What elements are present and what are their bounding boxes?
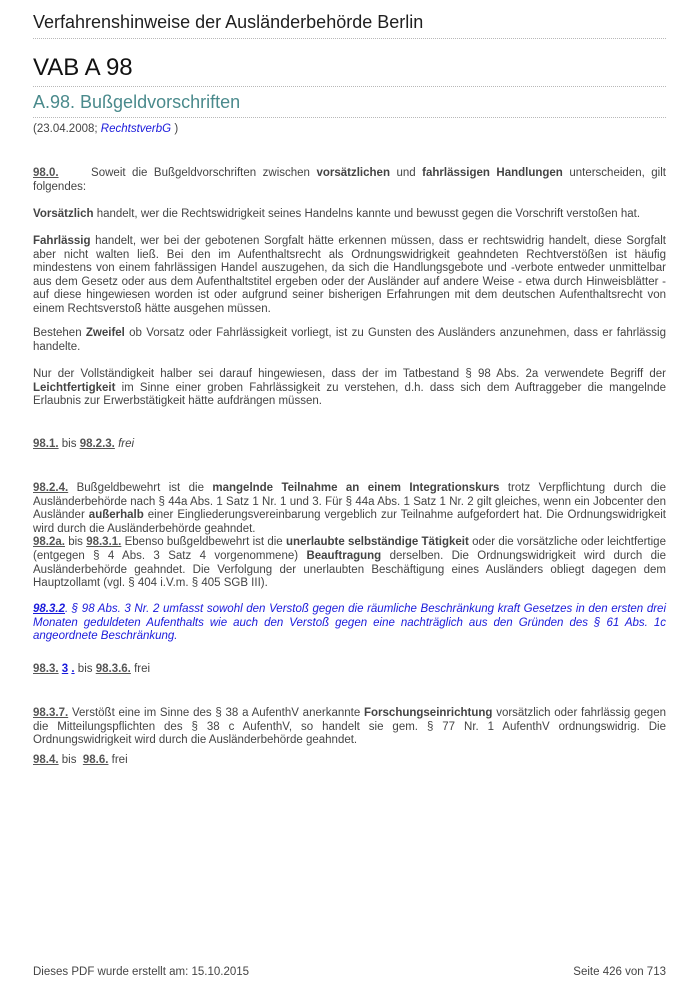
ref-98-0[interactable]: 98.0. [33, 167, 59, 179]
ref-98-2-3[interactable]: 98.2.3. [79, 438, 115, 450]
ref-98-3[interactable]: 98.3. [33, 663, 59, 675]
paragraph-vorsatz: Vorsätzlich handelt, wer die Rechtswidrigkeit seines Handelns kannte und bewusst gegen die Vorschrift verstoßen hat. [33, 208, 641, 220]
paragraph-98-0: 98.0. Soweit die Bußgeldvorschriften zwischen vorsätzlichen und fahrlässigen Handlungen unterscheiden, gilt folgendes: [33, 167, 666, 193]
paragraph-leichtfertigkeit: Nur der Vollständigkeit halber sei darauf hingewiesen, dass der im Tatbestand § 98 Abs. 2a verwendete Begriff der Leichtfertigkeit im Sinne einer groben Fahrlässigkeit zu verstehen, d.h. dass sich dem Auftraggeber die mangelnde Erlaubnis zur Erwerbstätigkeit hätte aufdrängen müssen. [33, 368, 667, 408]
footer-page-number: Seite 426 von 713 [573, 966, 666, 978]
paragraph-fahrlaessig: Fahrlässig handelt, wer bei der gebotenen Sorgfalt hätte erkennen müssen, dass er rechtswidrig handelt, diese Sorgfalt aber nicht walten ließ. Bei den im Aufenthaltsrecht als Ordnungswidrigkeit geahndeten Rechtverstößen ist häufig mindestens von einem fahrlässigen Handel auszugehen, da sich die Handlungsgebote und -verbote entweder unmittelbar aus dem Gesetz oder aus dem Aufenthaltstitel ergeben oder der Ausländer auf andere Weise - etwa durch Hinweisblätter - auf diese hingewiesen worden ist oder aufgrund seiner bisherigen Erfahrungen mit dem deutschen Aufenthaltsrecht von einem Rechtsverstoß hätte ausgehen müssen. [33, 235, 666, 315]
ref-98-3-1[interactable]: 98.3.1. [86, 536, 122, 549]
footer-created: Dieses PDF wurde erstellt am: 15.10.2015 [33, 966, 250, 978]
ref-98-3-3-link[interactable]: 3 [61, 663, 69, 675]
paragraph-98-4: 98.4. bis 98.6. frei [33, 754, 128, 766]
ref-98-2-4[interactable]: 98.2.4. [33, 482, 69, 494]
law-link[interactable]: RechtstverbG [100, 123, 172, 135]
paragraph-zweifel: Bestehen Zweifel ob Vorsatz oder Fahrlässigkeit vorliegt, ist zu Gunsten des Ausländers anzunehmen, dass er fahrlässig handelte. [33, 327, 667, 353]
ref-98-3-7[interactable]: 98.3.7. [33, 707, 69, 719]
paragraph-98-1: 98.1. bis 98.2.3. frei [33, 438, 135, 450]
date-line [33, 123, 178, 135]
publication-header: Verfahrenshinweise der Ausländerbehörde Berlin [33, 12, 666, 39]
ref-98-1[interactable]: 98.1. [33, 438, 59, 450]
section-title: A.98. Bußgeldvorschriften [33, 92, 666, 118]
ref-98-2a[interactable]: 98.2a. [33, 536, 65, 549]
date-close: ) [174, 123, 179, 135]
ref-98-4[interactable]: 98.4. [33, 754, 59, 766]
paragraph-98-3-3: 98.3. 3 . bis 98.3.6. frei [33, 663, 151, 675]
paragraph-98-3-7: 98.3.7. Verstößt eine im Sinne des § 38 a AufenthV anerkannte Forschungseinrichtung vorsätzlich oder fahrlässig gegen die Mitteilungspflichten des § 38 c AufenthV, so handelt sie gem. § 77 Nr. 1 AufenthV ordnungswidrig. Die Ordnungswidrigkeit wird durch die Ausländerbehörde geahndet. [33, 707, 666, 747]
date-text: (23.04.2008; [33, 123, 98, 135]
ref-98-6[interactable]: 98.6. [82, 754, 109, 766]
paragraph-98-2-4: 98.2.4. Bußgeldbewehrt ist die mangelnde Teilnahme an einem Integrationskurs trotz Verpflichtung durch die Ausländerbehörde nach § 44a Abs. 1 Satz 1 Nr. 1 und 3. Für § 44a Abs. 1 Satz 1 Nr. 2 gilt gleiches, wenn ein Jobcenter den Ausländer außerhalb einer Eingliederungsvereinbarung vergeblich zur Teilnahme aufgefordert hat. Die Ordnungswidrigkeit wird durch die Ausländerbehörde geahndet. 98.2a. bis 98.3.1. Ebenso bußgeldbewehrt ist die unerlaubte selbständige Tätigkeit oder die vorsätzliche oder leichtfertige (entgegen § 4 Abs. 3 Satz 4 vorgenommene) Beauftragung derselben. Die Ordnungswidrigkeit wird durch die Ausländerbehörde geahndet. Die Verfolgung der unerlaubten Beschäftigung eines Ausländers obliegt dagegen dem Hauptzollamt (vgl. § 404 i.V.m. § 405 SGB III). [33, 482, 667, 590]
paragraph-98-3-2: 98.3.2. § 98 Abs. 3 Nr. 2 umfasst sowohl den Verstoß gegen die räumliche Beschränkung kraft Gesetzes in den ersten drei Monaten geduldeten Aufenthalts wie auch den Verstoß gegen eine nachträglich aus den Gründen des § 61 Abs. 1c angeordnete Beschränkung. [33, 603, 666, 643]
ref-98-3-2[interactable]: 98.3.2 [33, 603, 65, 615]
ref-98-3-6[interactable]: 98.3.6. [95, 663, 131, 675]
page-title: VAB A 98 [33, 54, 666, 87]
